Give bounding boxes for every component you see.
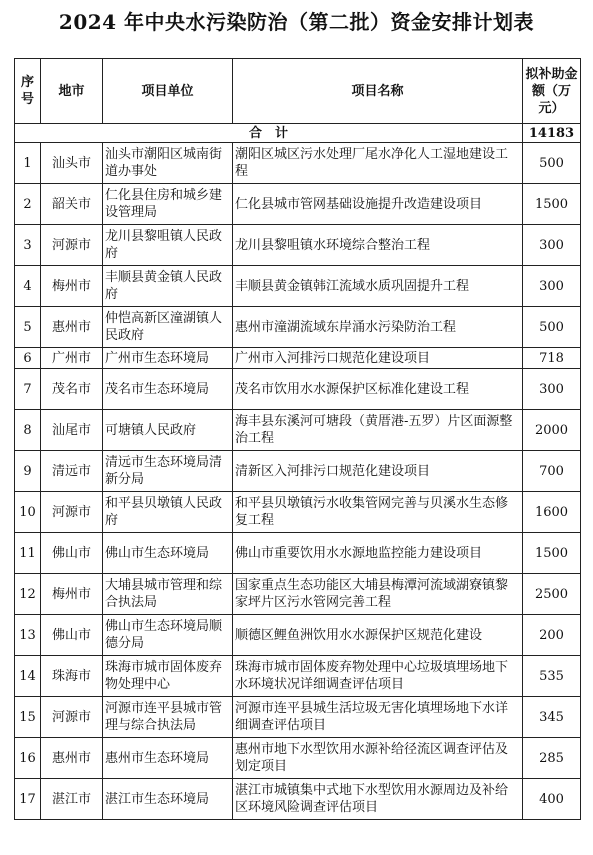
row-project-name: 清新区入河排污口规范化建设项目 [233, 451, 523, 492]
row-unit: 仁化县住房和城乡建设管理局 [103, 184, 233, 225]
table-row [15, 492, 581, 533]
row-city: 梅州市 [41, 266, 103, 307]
row-no: 6 [15, 348, 41, 369]
row-unit: 广州市生态环境局 [103, 348, 233, 369]
row-unit: 汕头市潮阳区城南街道办事处 [103, 143, 233, 184]
row-city: 珠海市 [41, 656, 103, 697]
row-unit: 佛山市生态环境局 [103, 533, 233, 574]
table-row [15, 451, 581, 492]
header-unit: 项目单位 [103, 59, 233, 124]
row-unit: 河源市连平县城市管理与综合执法局 [103, 697, 233, 738]
row-unit: 茂名市生态环境局 [103, 369, 233, 410]
row-no: 12 [15, 574, 41, 615]
row-amount: 300 [523, 369, 581, 410]
table-row [15, 615, 581, 656]
row-unit: 珠海市城市固体废弃物处理中心 [103, 656, 233, 697]
row-unit: 佛山市生态环境局顺德分局 [103, 615, 233, 656]
document-title: 2024 年中央水污染防治（第二批）资金安排计划表 [58, 10, 535, 34]
row-project-name: 海丰县东溪河可塘段（黄厝港-五罗）片区面源整治工程 [233, 410, 523, 451]
row-unit: 湛江市生态环境局 [103, 779, 233, 820]
row-project-name: 潮阳区城区污水处理厂尾水净化人工湿地建设工程 [233, 143, 523, 184]
row-amount: 1500 [523, 184, 581, 225]
row-project-name: 和平县贝墩镇污水收集管网完善与贝溪水生态修复工程 [233, 492, 523, 533]
row-no: 9 [15, 451, 41, 492]
row-amount: 285 [523, 738, 581, 779]
row-no: 1 [15, 143, 41, 184]
table-row [15, 533, 581, 574]
row-no: 14 [15, 656, 41, 697]
row-project-name: 国家重点生态功能区大埔县梅潭河流域湖寮镇黎家坪片区污水管网完善工程 [233, 574, 523, 615]
row-unit: 大埔县城市管理和综合执法局 [103, 574, 233, 615]
table-header-row [15, 59, 581, 124]
funding-table [14, 58, 581, 820]
row-project-name: 广州市入河排污口规范化建设项目 [233, 348, 523, 369]
row-amount: 1500 [523, 533, 581, 574]
header-no: 序号 [15, 59, 41, 124]
total-value: 14183 [523, 124, 581, 143]
table-row [15, 574, 581, 615]
row-amount: 535 [523, 656, 581, 697]
table-row [15, 369, 581, 410]
row-project-name: 茂名市饮用水水源保护区标准化建设工程 [233, 369, 523, 410]
row-no: 13 [15, 615, 41, 656]
row-no: 3 [15, 225, 41, 266]
row-project-name: 龙川县黎咀镇水环境综合整治工程 [233, 225, 523, 266]
row-amount: 718 [523, 348, 581, 369]
row-amount: 700 [523, 451, 581, 492]
row-city: 茂名市 [41, 369, 103, 410]
row-unit: 惠州市生态环境局 [103, 738, 233, 779]
row-amount: 200 [523, 615, 581, 656]
row-amount: 2000 [523, 410, 581, 451]
row-amount: 500 [523, 307, 581, 348]
row-city: 惠州市 [41, 738, 103, 779]
table-row [15, 738, 581, 779]
table-row [15, 184, 581, 225]
row-city: 佛山市 [41, 615, 103, 656]
table-row [15, 225, 581, 266]
row-no: 10 [15, 492, 41, 533]
row-amount: 400 [523, 779, 581, 820]
row-no: 15 [15, 697, 41, 738]
row-amount: 345 [523, 697, 581, 738]
row-amount: 500 [523, 143, 581, 184]
table-row [15, 143, 581, 184]
row-city: 惠州市 [41, 307, 103, 348]
row-unit: 仲恺高新区潼湖镇人民政府 [103, 307, 233, 348]
header-city: 地市 [41, 59, 103, 124]
row-city: 汕尾市 [41, 410, 103, 451]
row-no: 5 [15, 307, 41, 348]
row-unit: 丰顺县黄金镇人民政府 [103, 266, 233, 307]
table-row [15, 266, 581, 307]
row-project-name: 珠海市城市固体废弃物处理中心垃圾填埋场地下水环境状况详细调查评估项目 [233, 656, 523, 697]
row-no: 17 [15, 779, 41, 820]
row-no: 7 [15, 369, 41, 410]
row-city: 河源市 [41, 697, 103, 738]
table-row [15, 410, 581, 451]
row-city: 韶关市 [41, 184, 103, 225]
row-project-name: 仁化县城市管网基础设施提升改造建设项目 [233, 184, 523, 225]
row-no: 16 [15, 738, 41, 779]
table-row [15, 697, 581, 738]
table-row [15, 307, 581, 348]
table-row [15, 656, 581, 697]
row-no: 4 [15, 266, 41, 307]
row-project-name: 湛江市城镇集中式地下水型饮用水源周边及补给区环境风险调查评估项目 [233, 779, 523, 820]
row-project-name: 顺德区鲤鱼洲饮用水水源保护区规范化建设 [233, 615, 523, 656]
row-amount: 300 [523, 225, 581, 266]
table-row [15, 348, 581, 369]
row-city: 清远市 [41, 451, 103, 492]
row-unit: 清远市生态环境局清新分局 [103, 451, 233, 492]
total-row [15, 124, 581, 143]
row-amount: 1600 [523, 492, 581, 533]
row-no: 8 [15, 410, 41, 451]
row-unit: 和平县贝墩镇人民政府 [103, 492, 233, 533]
row-city: 汕头市 [41, 143, 103, 184]
row-no: 11 [15, 533, 41, 574]
row-project-name: 河源市连平县城生活垃圾无害化填埋场地下水详细调查评估项目 [233, 697, 523, 738]
row-city: 河源市 [41, 225, 103, 266]
header-name: 项目名称 [233, 59, 523, 124]
total-label: 合 计 [15, 124, 523, 143]
row-city: 广州市 [41, 348, 103, 369]
row-project-name: 丰顺县黄金镇韩江流域水质巩固提升工程 [233, 266, 523, 307]
row-city: 河源市 [41, 492, 103, 533]
row-no: 2 [15, 184, 41, 225]
row-unit: 可塘镇人民政府 [103, 410, 233, 451]
row-amount: 2500 [523, 574, 581, 615]
row-project-name: 惠州市地下水型饮用水源补给径流区调查评估及划定项目 [233, 738, 523, 779]
row-city: 梅州市 [41, 574, 103, 615]
table-row [15, 779, 581, 820]
row-project-name: 惠州市潼湖流域东岸涌水污染防治工程 [233, 307, 523, 348]
row-unit: 龙川县黎咀镇人民政府 [103, 225, 233, 266]
row-project-name: 佛山市重要饮用水水源地监控能力建设项目 [233, 533, 523, 574]
row-city: 湛江市 [41, 779, 103, 820]
header-amount: 拟补助金额（万元） [523, 59, 581, 124]
row-city: 佛山市 [41, 533, 103, 574]
row-amount: 300 [523, 266, 581, 307]
